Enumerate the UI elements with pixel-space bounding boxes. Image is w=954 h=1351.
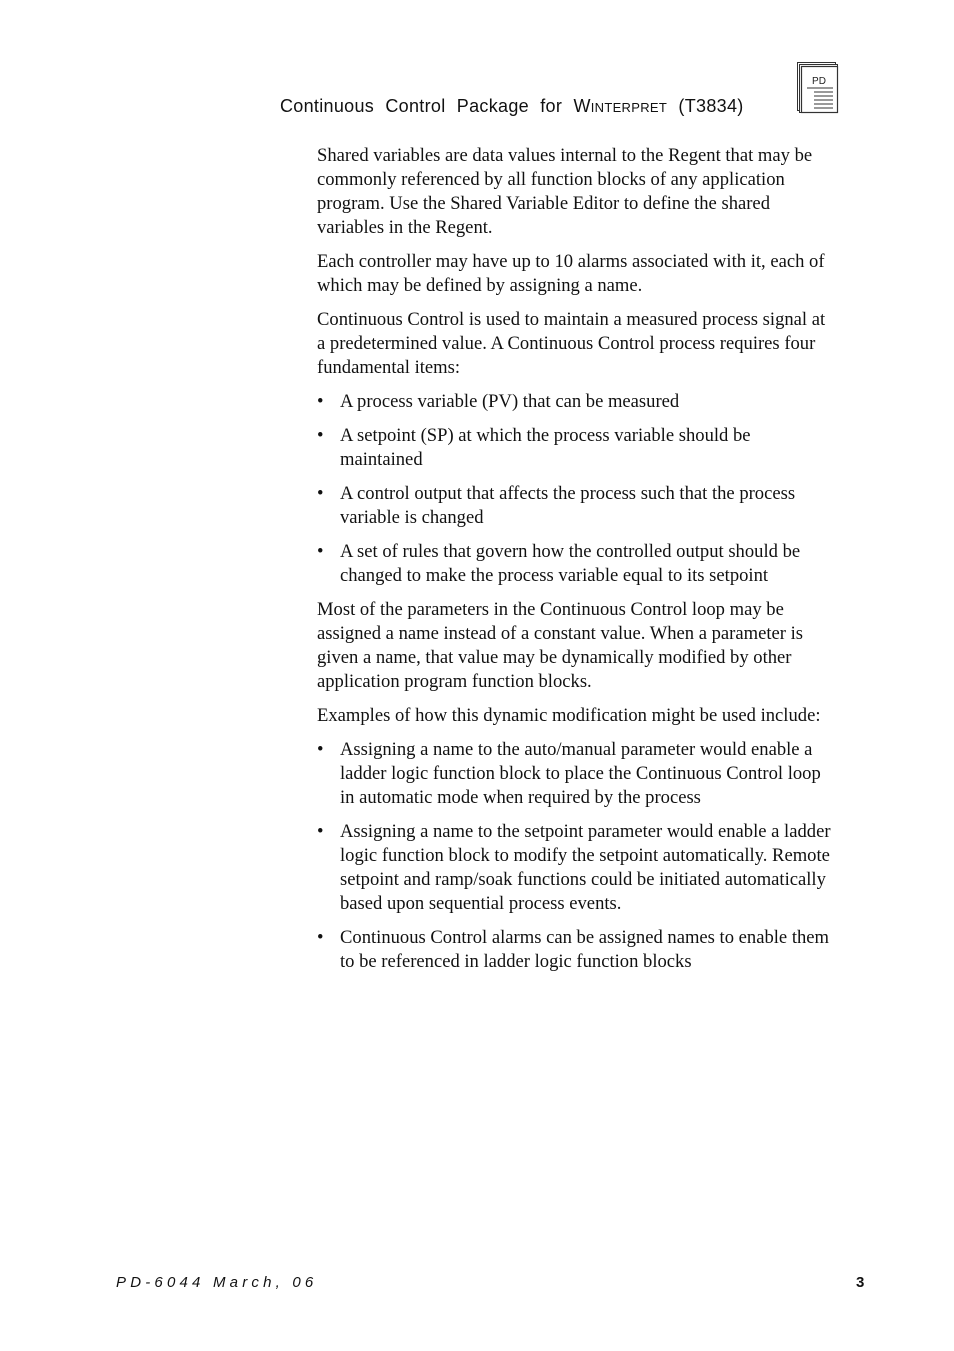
page-number: 3 — [856, 1274, 865, 1291]
header-title-app-name: Winterpret — [573, 96, 668, 116]
list-item — [317, 482, 837, 530]
pd-document-icon — [796, 61, 840, 115]
bullet-icon: • — [317, 425, 324, 446]
bullet-icon: • — [317, 483, 324, 504]
list-item — [317, 926, 837, 974]
list-item-text: Continuous Control alarms can be assigned names to enable them to be referenced in ladder logic function blocks — [340, 927, 830, 972]
list-item-text: A process variable (PV) that can be measured — [340, 391, 680, 412]
list-item-text: A set of rules that govern how the controlled output should be changed to make the process variable equal to its setpoint — [340, 541, 801, 586]
header-title-prefix: Continuous Control Package for — [280, 96, 574, 116]
list-item-text: Assigning a name to the setpoint parameter would enable a ladder logic function block to modify the setpoint automatically. Remote setpoint and ramp/soak functions could be initiated automatically based upon sequential process events. — [340, 821, 831, 914]
page-header-title — [280, 96, 744, 117]
list-item-text: A setpoint (SP) at which the process variable should be maintained — [340, 425, 751, 470]
paragraph-parameters: Most of the parameters in the Continuous Control loop may be assigned a name instead of a constant value. When a parameter is given a name, that value may be dynamically modified by other application program function blocks. — [317, 599, 804, 692]
bullet-icon: • — [317, 821, 324, 842]
paragraph-shared-variables: Shared variables are data values internal to the Regent that may be commonly referenced by all function blocks of any application program. Use the Shared Variable Editor to define the shared variables in the Regent. — [317, 145, 813, 238]
list-item — [317, 424, 837, 472]
pd-icon-label: PD — [812, 76, 826, 87]
list-item-text: Assigning a name to the auto/manual parameter would enable a ladder logic function block to place the Continuous Control loop in automatic mode when required by the process — [340, 739, 821, 808]
paragraph-alarms: Each controller may have up to 10 alarms associated with it, each of which may be defined by assigning a name. — [317, 251, 825, 296]
paragraph-continuous-control: Continuous Control is used to maintain a measured process signal at a predetermined value. A Continuous Control process requires four fundamental items: — [317, 309, 826, 378]
fundamental-items-list — [317, 390, 837, 588]
bullet-icon: • — [317, 927, 324, 948]
bullet-icon: • — [317, 541, 324, 562]
examples-list — [317, 738, 837, 974]
body-content — [317, 144, 837, 984]
paragraph-examples: Examples of how this dynamic modification might be used include: — [317, 705, 821, 726]
list-item — [317, 390, 837, 414]
footer-document-id: PD-6044 March, 06 — [116, 1274, 318, 1291]
list-item — [317, 540, 837, 588]
bullet-icon: • — [317, 739, 324, 760]
list-item-text: A control output that affects the process such that the process variable is changed — [340, 483, 796, 528]
list-item — [317, 820, 837, 916]
list-item — [317, 738, 837, 810]
bullet-icon: • — [317, 391, 324, 412]
header-title-suffix: (T3834) — [667, 96, 744, 116]
